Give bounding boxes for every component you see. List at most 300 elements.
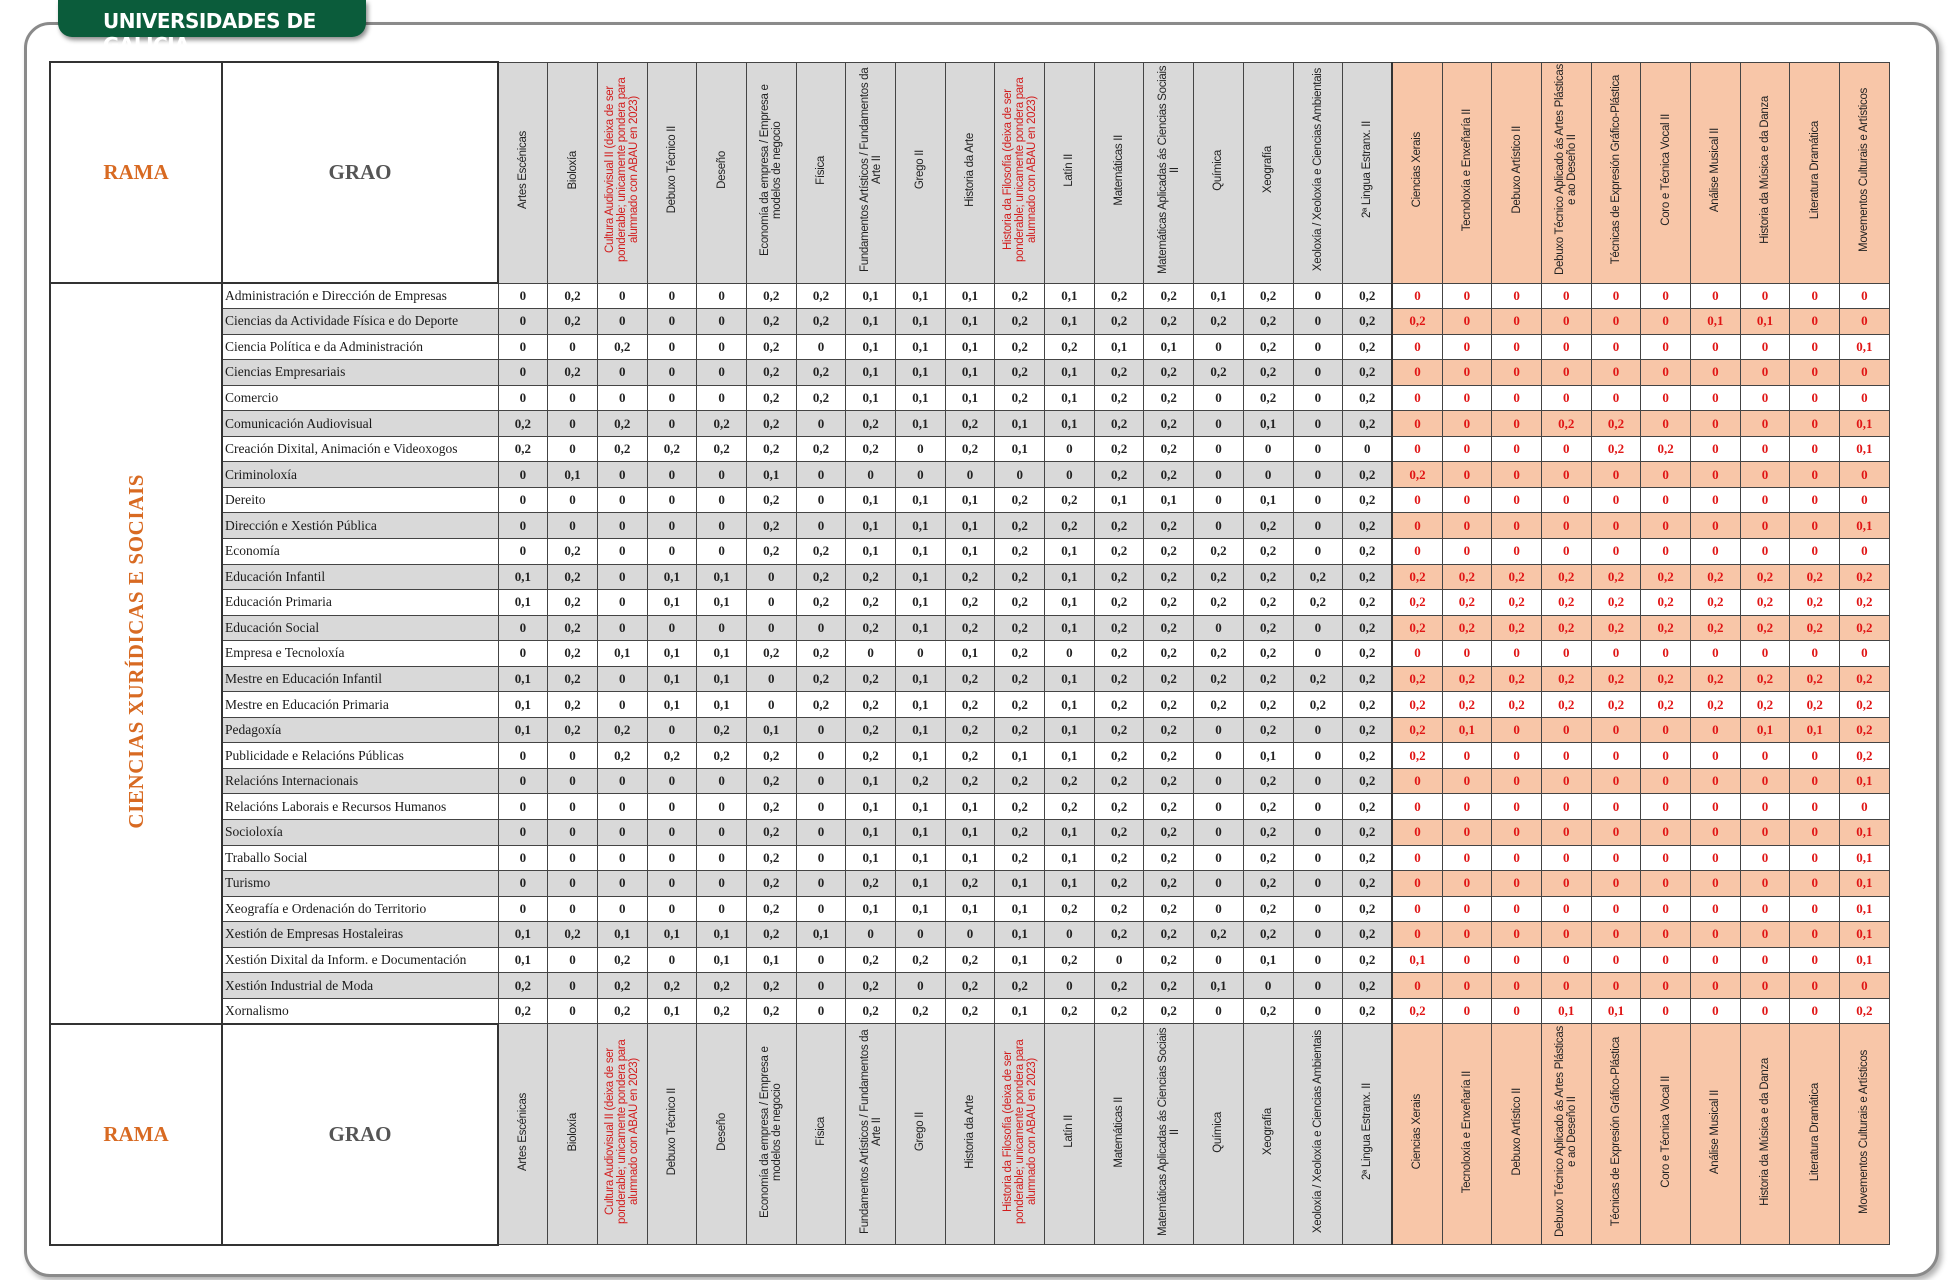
grao-name: Relacións Internacionais	[222, 768, 498, 794]
weight-cell: 0,2	[1343, 973, 1393, 999]
top-column-header	[498, 62, 548, 283]
weight-cell: 0	[1442, 309, 1492, 335]
weight-cell: 0,1	[697, 692, 747, 718]
weight-cell: 0,2	[1343, 666, 1393, 692]
weight-cell: 0	[1591, 487, 1641, 513]
weight-cell: 0	[1293, 309, 1343, 335]
weight-cell: 0,1	[1045, 385, 1095, 411]
weight-cell: 0	[1442, 462, 1492, 488]
column-header-label: Coro e Técnica Vocal II	[1659, 114, 1672, 226]
weight-cell: 0	[896, 436, 946, 462]
weight-cell: 0	[1641, 768, 1691, 794]
grao-name: Educación Infantil	[222, 564, 498, 590]
weight-cell: 0,2	[1343, 411, 1393, 437]
weight-cell: 0	[796, 717, 846, 743]
weight-cell: 0,2	[1094, 896, 1144, 922]
weight-cell: 0	[1641, 385, 1691, 411]
weight-cell: 0	[1442, 998, 1492, 1024]
weight-cell: 0,2	[1045, 794, 1095, 820]
weight-cell: 0	[1740, 845, 1790, 871]
weight-cell: 0	[1591, 922, 1641, 948]
top-column-header	[1343, 62, 1393, 283]
top-column-header	[796, 62, 846, 283]
table-row	[50, 564, 1889, 590]
weight-cell: 0	[1691, 334, 1741, 360]
top-column-header	[1840, 62, 1890, 283]
weight-cell: 0	[1392, 922, 1442, 948]
weight-cell: 0,2	[597, 717, 647, 743]
weight-cell: 0,2	[1691, 615, 1741, 641]
weight-cell: 0,2	[647, 973, 697, 999]
weight-cell: 0	[1492, 360, 1542, 386]
weight-cell: 0	[697, 871, 747, 897]
weight-cell: 0	[1392, 819, 1442, 845]
weight-cell: 0	[1194, 743, 1244, 769]
weight-cell: 0,2	[1243, 794, 1293, 820]
weight-cell: 0	[1641, 641, 1691, 667]
weight-cell: 0,1	[1045, 666, 1095, 692]
bottom-rama-header: RAMA	[50, 1024, 222, 1245]
weight-cell: 0	[548, 487, 598, 513]
weight-cell: 0	[647, 615, 697, 641]
bottom-column-header	[1392, 1024, 1442, 1245]
top-column-header	[1094, 62, 1144, 283]
column-header-label: Matemáticas II	[1113, 134, 1126, 206]
weight-cell: 0,2	[498, 973, 548, 999]
weight-cell: 0	[1691, 845, 1741, 871]
column-header-label: Literatura Dramática	[1808, 120, 1821, 220]
weight-cell: 0,2	[1392, 615, 1442, 641]
weight-cell: 0	[1691, 973, 1741, 999]
weight-cell: 0,2	[1392, 590, 1442, 616]
weight-cell: 0	[796, 513, 846, 539]
weight-cell: 0	[1691, 871, 1741, 897]
weight-cell: 0,2	[1343, 513, 1393, 539]
weight-cell: 0	[995, 462, 1045, 488]
grao-name: Educación Social	[222, 615, 498, 641]
weight-cell: 0,2	[746, 487, 796, 513]
weight-cell: 0	[1293, 641, 1343, 667]
weight-cell: 0,1	[1243, 947, 1293, 973]
weight-cell: 0	[1094, 947, 1144, 973]
weight-cell: 0,2	[548, 538, 598, 564]
weight-cell: 0,2	[597, 334, 647, 360]
weight-cell: 0,2	[746, 334, 796, 360]
weight-cell: 0	[1840, 641, 1890, 667]
weight-cell: 0	[1045, 922, 1095, 948]
weight-cell: 0,2	[896, 947, 946, 973]
column-header-label: Tecnoloxía e Enxeñaría II	[1460, 1070, 1473, 1193]
weight-cell: 0	[1691, 819, 1741, 845]
rama-branch-cell	[50, 283, 222, 1024]
grao-name: Xestión de Empresas Hostaleiras	[222, 922, 498, 948]
weight-cell: 0,2	[1243, 538, 1293, 564]
weight-cell: 0,2	[1392, 998, 1442, 1024]
weight-cell: 0,2	[1243, 845, 1293, 871]
weight-cell: 0	[1591, 283, 1641, 309]
weight-cell: 0	[597, 590, 647, 616]
weight-cell: 0	[548, 411, 598, 437]
weight-cell: 0	[647, 794, 697, 820]
weight-cell: 0,2	[1343, 283, 1393, 309]
weight-cell: 0	[796, 462, 846, 488]
weight-cell: 0,2	[945, 717, 995, 743]
column-header-label: Fundamentos Artísticos / Fundamentos da Arte II	[858, 1029, 883, 1235]
weight-cell: 0	[1293, 998, 1343, 1024]
bottom-column-header	[746, 1024, 796, 1245]
weight-cell: 0	[1691, 436, 1741, 462]
weight-cell: 0,2	[1094, 998, 1144, 1024]
weight-cell: 0	[1541, 641, 1591, 667]
weight-cell: 0	[1194, 487, 1244, 513]
weight-cell: 0	[1492, 717, 1542, 743]
weight-cell: 0,1	[697, 564, 747, 590]
bottom-column-header	[896, 1024, 946, 1245]
weight-cell: 0,2	[1442, 590, 1492, 616]
grao-name: Pedagoxía	[222, 717, 498, 743]
weight-cell: 0,1	[647, 692, 697, 718]
weight-cell: 0	[1740, 462, 1790, 488]
weight-cell: 0	[548, 385, 598, 411]
weight-cell: 0	[1740, 487, 1790, 513]
weight-cell: 0	[1740, 360, 1790, 386]
weight-cell: 0	[1591, 845, 1641, 871]
weight-cell: 0,2	[846, 590, 896, 616]
weight-cell: 0,2	[746, 436, 796, 462]
weight-cell: 0	[548, 845, 598, 871]
weight-cell: 0,2	[1094, 794, 1144, 820]
grao-name: Comunicación Audiovisual	[222, 411, 498, 437]
top-column-header	[846, 62, 896, 283]
weight-cell: 0,2	[995, 692, 1045, 718]
weight-cell: 0	[1790, 794, 1840, 820]
weight-cell: 0	[746, 564, 796, 590]
weight-cell: 0,2	[1094, 871, 1144, 897]
weight-cell: 0,2	[1492, 590, 1542, 616]
weight-cell: 0,2	[846, 436, 896, 462]
weight-cell: 0,1	[945, 283, 995, 309]
weight-cell: 0,2	[1194, 590, 1244, 616]
weight-cell: 0	[697, 385, 747, 411]
weight-cell: 0,1	[597, 922, 647, 948]
grao-name: Xeografía e Ordenación do Territorio	[222, 896, 498, 922]
weight-cell: 0	[1790, 819, 1840, 845]
weight-cell: 0,2	[1343, 947, 1393, 973]
weight-cell: 0	[1045, 436, 1095, 462]
weight-cell: 0	[1641, 462, 1691, 488]
weight-cell: 0,2	[1840, 590, 1890, 616]
weight-cell: 0,1	[1045, 564, 1095, 590]
weight-cell: 0,2	[796, 692, 846, 718]
weight-cell: 0,2	[1591, 436, 1641, 462]
weight-cell: 0	[1045, 462, 1095, 488]
weight-cell: 0,2	[697, 743, 747, 769]
weight-cell: 0	[647, 717, 697, 743]
bottom-column-header	[1591, 1024, 1641, 1245]
weight-cell: 0,2	[548, 615, 598, 641]
weight-cell: 0	[1541, 385, 1591, 411]
bottom-column-header	[548, 1024, 598, 1245]
column-header-label: Economía da empresa / Empresa e modelos de negocio	[759, 1046, 784, 1218]
weight-cell: 0,1	[846, 309, 896, 335]
weight-cell: 0	[1392, 845, 1442, 871]
weight-cell: 0	[945, 922, 995, 948]
weight-cell: 0	[1492, 998, 1542, 1024]
weight-cell: 0	[1541, 717, 1591, 743]
weight-cell: 0,1	[896, 590, 946, 616]
weight-cell: 0,2	[1243, 819, 1293, 845]
weight-cell: 0,1	[1442, 717, 1492, 743]
weight-cell: 0,2	[746, 360, 796, 386]
weight-cell: 0	[1492, 385, 1542, 411]
weight-cell: 0,2	[796, 564, 846, 590]
weight-cell: 0	[1442, 538, 1492, 564]
weight-cell: 0	[1293, 411, 1343, 437]
grao-name: Ciencias da Actividade Física e do Deporte	[222, 309, 498, 335]
column-header-label: Física	[814, 1117, 827, 1147]
weight-cell: 0,2	[1343, 309, 1393, 335]
weight-cell: 0,2	[1591, 590, 1641, 616]
weight-cell: 0,2	[1144, 309, 1194, 335]
weight-cell: 0,2	[1144, 385, 1194, 411]
weight-cell: 0	[1392, 283, 1442, 309]
weight-cell: 0,2	[1243, 998, 1293, 1024]
weight-cell: 0,1	[896, 283, 946, 309]
grao-name: Comercio	[222, 385, 498, 411]
weight-cell: 0	[1691, 768, 1741, 794]
weight-cell: 0	[647, 947, 697, 973]
weight-cell: 0	[1541, 436, 1591, 462]
weight-cell: 0,1	[1691, 309, 1741, 335]
weight-cell: 0,2	[1343, 794, 1393, 820]
weight-cell: 0,2	[1045, 947, 1095, 973]
weight-cell: 0,2	[1094, 513, 1144, 539]
weight-cell: 0,2	[746, 538, 796, 564]
table-row	[50, 462, 1889, 488]
weight-cell: 0,2	[1492, 692, 1542, 718]
weight-cell: 0	[1392, 436, 1442, 462]
weight-cell: 0,2	[1243, 641, 1293, 667]
weight-cell: 0	[597, 283, 647, 309]
top-column-header	[647, 62, 697, 283]
weight-cell: 0,2	[1094, 666, 1144, 692]
weight-cell: 0	[1293, 360, 1343, 386]
weight-cell: 0,2	[1343, 922, 1393, 948]
weight-cell: 0	[1591, 794, 1641, 820]
weight-cell: 0	[647, 283, 697, 309]
weight-cell: 0	[1392, 871, 1442, 897]
weight-cell: 0	[647, 462, 697, 488]
weight-cell: 0,2	[995, 564, 1045, 590]
weight-cell: 0,2	[1144, 819, 1194, 845]
weight-cell: 0	[1492, 513, 1542, 539]
weight-cell: 0,2	[1343, 538, 1393, 564]
weight-cell: 0	[697, 819, 747, 845]
top-column-header	[995, 62, 1045, 283]
weight-cell: 0,1	[548, 462, 598, 488]
weight-cell: 0	[796, 998, 846, 1024]
column-header-label: Latín II	[1063, 153, 1076, 187]
weight-cell: 0	[647, 334, 697, 360]
weight-cell: 0,1	[846, 334, 896, 360]
weight-cell: 0	[647, 871, 697, 897]
weight-cell: 0,2	[1094, 845, 1144, 871]
weight-cell: 0	[1790, 487, 1840, 513]
weight-cell: 0,2	[548, 283, 598, 309]
weight-cell: 0,2	[1740, 590, 1790, 616]
column-header-label: Debuxo Técnico Aplicado ás Artes Plásticas e ao Deseño II	[1554, 64, 1579, 276]
weight-cell: 0,1	[1045, 538, 1095, 564]
weight-cell: 0,2	[1840, 717, 1890, 743]
weight-cell: 0	[548, 896, 598, 922]
weight-cell: 0,2	[697, 717, 747, 743]
weight-cell: 0,1	[498, 717, 548, 743]
weight-cell: 0	[1541, 538, 1591, 564]
weight-cell: 0,1	[1094, 334, 1144, 360]
weight-cell: 0	[945, 462, 995, 488]
weight-cell: 0,2	[1094, 641, 1144, 667]
weight-cell: 0,1	[697, 947, 747, 973]
weight-cell: 0,1	[697, 666, 747, 692]
weight-cell: 0,1	[846, 819, 896, 845]
weight-cell: 0,2	[1541, 564, 1591, 590]
table-row	[50, 896, 1889, 922]
column-header-label: Historia da Música e da Danza	[1759, 1057, 1772, 1206]
weight-cell: 0	[597, 309, 647, 335]
weight-cell: 0	[647, 538, 697, 564]
weight-cell: 0	[1591, 743, 1641, 769]
bottom-column-header	[1243, 1024, 1293, 1245]
column-header-label: Cultura Audiovisual II (deixa de ser ponderable; unicamente pondera para alumnado con ABAU en 2023)	[604, 1039, 641, 1225]
weight-cell: 0	[796, 845, 846, 871]
weight-cell: 0	[846, 641, 896, 667]
weight-cell: 0	[1641, 896, 1691, 922]
weight-cell: 0	[1740, 896, 1790, 922]
weight-cell: 0,2	[796, 309, 846, 335]
weight-cell: 0,1	[945, 513, 995, 539]
weight-cell: 0	[1641, 743, 1691, 769]
weight-cell: 0	[1591, 896, 1641, 922]
weight-cell: 0,2	[548, 309, 598, 335]
weight-cell: 0,2	[945, 564, 995, 590]
weight-cell: 0	[1343, 436, 1393, 462]
column-header-label: Xeoloxía / Xeoloxía e Ciencias Ambientais	[1311, 1030, 1324, 1234]
weight-cell: 0	[796, 947, 846, 973]
weight-cell: 0,2	[1492, 564, 1542, 590]
weight-cell: 0,1	[945, 896, 995, 922]
weight-cell: 0,1	[498, 590, 548, 616]
weight-cell: 0,2	[1392, 692, 1442, 718]
weight-cell: 0,1	[896, 794, 946, 820]
weight-cell: 0	[647, 309, 697, 335]
weight-cell: 0,2	[1194, 564, 1244, 590]
weight-cell: 0	[1790, 973, 1840, 999]
weight-cell: 0,1	[896, 717, 946, 743]
weight-cell: 0	[1293, 922, 1343, 948]
weight-cell: 0	[1740, 743, 1790, 769]
weight-cell: 0,1	[1840, 334, 1890, 360]
weight-cell: 0,1	[1840, 845, 1890, 871]
table-row	[50, 538, 1889, 564]
weight-cell: 0,1	[1045, 309, 1095, 335]
weight-cell: 0	[1541, 947, 1591, 973]
weight-cell: 0	[1790, 845, 1840, 871]
weight-cell: 0,2	[1343, 896, 1393, 922]
weight-cell: 0,2	[1144, 436, 1194, 462]
weight-cell: 0	[1641, 794, 1691, 820]
bottom-column-header	[1194, 1024, 1244, 1245]
weight-cell: 0,2	[846, 998, 896, 1024]
top-column-header	[1591, 62, 1641, 283]
weight-cell: 0	[597, 615, 647, 641]
weight-cell: 0	[1691, 283, 1741, 309]
weight-cell: 0,2	[995, 819, 1045, 845]
weight-cell: 0,2	[1144, 564, 1194, 590]
table-row	[50, 768, 1889, 794]
weight-cell: 0,2	[1144, 283, 1194, 309]
table-row	[50, 692, 1889, 718]
bottom-column-header	[597, 1024, 647, 1245]
weight-cell: 0,2	[746, 309, 796, 335]
weight-cell: 0,1	[647, 922, 697, 948]
weight-cell: 0,1	[896, 819, 946, 845]
weight-cell: 0,1	[995, 998, 1045, 1024]
weight-cell: 0,1	[1045, 283, 1095, 309]
weight-cell: 0,2	[1144, 615, 1194, 641]
weight-cell: 0,2	[846, 564, 896, 590]
weight-cell: 0	[1392, 768, 1442, 794]
weight-cell: 0	[548, 794, 598, 820]
weight-cell: 0,2	[1144, 641, 1194, 667]
weight-cell: 0	[1541, 360, 1591, 386]
weight-cell: 0,2	[1591, 564, 1641, 590]
weight-cell: 0,2	[1740, 564, 1790, 590]
bottom-column-header	[1442, 1024, 1492, 1245]
weight-cell: 0	[796, 819, 846, 845]
weight-cell: 0	[1492, 436, 1542, 462]
weight-cell: 0	[1442, 973, 1492, 999]
weight-cell: 0,2	[1045, 896, 1095, 922]
weight-cell: 0	[498, 615, 548, 641]
weight-cell: 0,1	[1840, 871, 1890, 897]
weight-cell: 0	[1293, 334, 1343, 360]
weight-cell: 0	[548, 819, 598, 845]
weight-cell: 0	[1492, 819, 1542, 845]
weight-cell: 0	[1492, 411, 1542, 437]
weight-cell: 0	[1392, 538, 1442, 564]
weight-cell: 0,1	[1045, 590, 1095, 616]
weight-cell: 0	[1541, 845, 1591, 871]
weight-cell: 0,2	[548, 692, 598, 718]
weight-cell: 0,2	[1790, 615, 1840, 641]
weight-cell: 0,2	[945, 590, 995, 616]
weight-cell: 0,2	[1790, 590, 1840, 616]
column-header-label: Técnicas de Expresión Gráfico-Plástica	[1609, 75, 1622, 265]
weight-cell: 0	[1492, 896, 1542, 922]
weight-cell: 0,1	[1144, 334, 1194, 360]
weight-cell: 0,2	[1094, 538, 1144, 564]
weight-cell: 0,2	[1045, 768, 1095, 794]
weight-cell: 0	[647, 768, 697, 794]
weight-cell: 0	[1641, 947, 1691, 973]
weight-cell: 0	[1740, 819, 1790, 845]
weight-cell: 0	[1194, 871, 1244, 897]
weight-cell: 0,1	[597, 641, 647, 667]
column-header-label: Química	[1212, 1111, 1225, 1153]
weight-cell: 0,2	[548, 641, 598, 667]
weight-cell: 0,2	[1094, 436, 1144, 462]
top-column-header	[1243, 62, 1293, 283]
